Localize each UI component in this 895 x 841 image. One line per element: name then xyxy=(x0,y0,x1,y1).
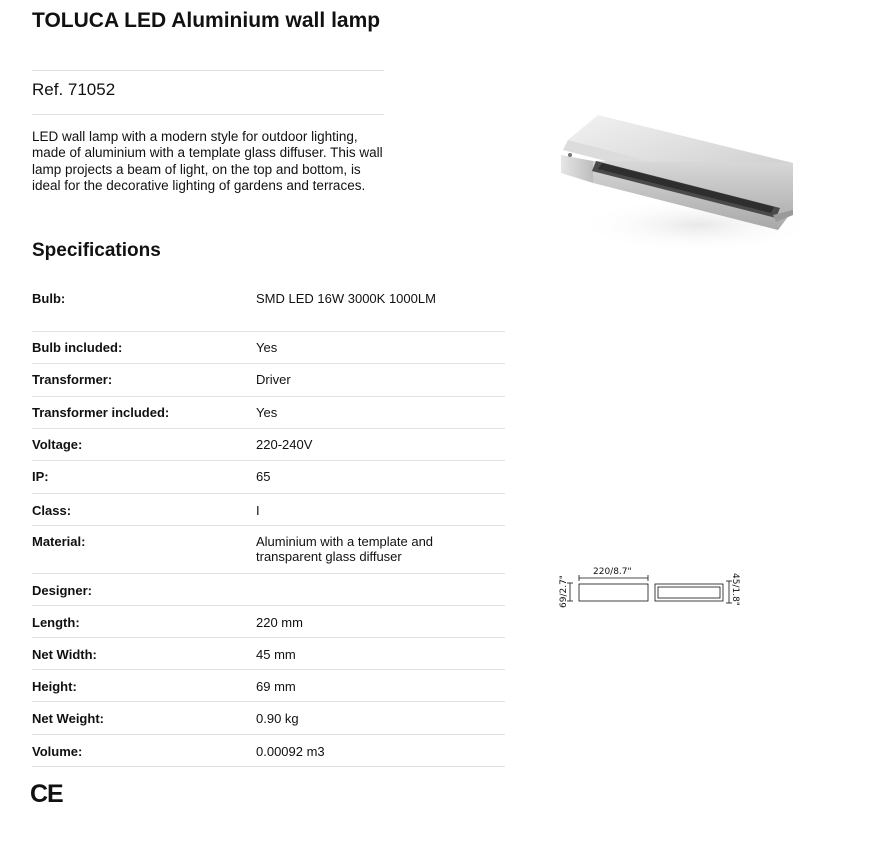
ce-mark: CE xyxy=(30,780,63,808)
spec-label: Volume: xyxy=(32,744,83,759)
spec-value: Yes xyxy=(256,405,278,420)
spec-label: Bulb included: xyxy=(32,340,123,355)
spec-value: 69 mm xyxy=(256,679,296,694)
title-divider xyxy=(32,70,384,71)
spec-label: Height: xyxy=(32,679,77,694)
spec-row-bulb-included xyxy=(32,332,505,364)
spec-row-designer xyxy=(32,574,505,606)
specifications-table xyxy=(32,282,505,767)
spec-value: 0.90 kg xyxy=(256,711,299,726)
spec-value: Driver xyxy=(256,372,291,387)
spec-label: Voltage: xyxy=(32,437,83,452)
spec-label: Net Width: xyxy=(32,647,97,662)
spec-row-voltage xyxy=(32,429,505,461)
spec-value: 0.00092 m3 xyxy=(256,744,325,759)
spec-row-transformer xyxy=(32,364,505,397)
spec-row-bulb xyxy=(32,282,505,332)
reference-divider xyxy=(32,114,384,115)
product-reference: Ref. 71052 xyxy=(32,80,116,99)
spec-label: Transformer included: xyxy=(32,405,170,420)
front-view-outline xyxy=(655,584,723,601)
spec-label: IP: xyxy=(32,469,49,484)
spec-value: I xyxy=(256,503,260,518)
spec-label: Bulb: xyxy=(32,291,66,306)
dimension-diagram xyxy=(553,563,748,613)
length-label: 220/8.7" xyxy=(593,567,632,577)
spec-value: Aluminium with a template and transparent glass diffuser xyxy=(256,534,434,564)
spec-value: Yes xyxy=(256,340,278,355)
spec-row-transformer-included xyxy=(32,397,505,429)
spec-label: Class: xyxy=(32,503,72,518)
spec-row-material xyxy=(32,526,505,574)
spec-label: Designer: xyxy=(32,583,92,598)
spec-row-net-width xyxy=(32,638,505,670)
spec-value: 65 xyxy=(256,469,271,484)
spec-value: 220 mm xyxy=(256,615,303,630)
product-description: LED wall lamp with a modern style for outdoor lighting, made of aluminium with a template glass diffuser. This wall lamp projects a beam of light, on the top and bottom, is ideal for the decorative lighting of gardens and terraces. xyxy=(32,129,383,193)
specifications-heading: Specifications xyxy=(32,240,161,261)
spec-row-net-weight xyxy=(32,702,505,735)
spec-label: Transformer: xyxy=(32,372,113,387)
spec-row-length xyxy=(32,606,505,638)
spec-row-volume xyxy=(32,735,505,767)
side-view-outline xyxy=(579,584,648,601)
spec-value: 45 mm xyxy=(256,647,296,662)
product-photo xyxy=(548,95,818,265)
spec-label: Length: xyxy=(32,615,80,630)
spec-value: 220-240V xyxy=(256,437,313,452)
spec-row-height xyxy=(32,670,505,702)
product-title: TOLUCA LED Aluminium wall lamp xyxy=(32,9,381,32)
spec-row-class xyxy=(32,494,505,526)
spec-value: SMD LED 16W 3000K 1000LM xyxy=(256,291,436,306)
width-label: 45/1.8" xyxy=(730,573,740,606)
height-label: 69/2.7" xyxy=(559,575,569,608)
spec-label: Net Weight: xyxy=(32,711,104,726)
spec-row-ip xyxy=(32,461,505,494)
spec-label: Material: xyxy=(32,534,86,549)
